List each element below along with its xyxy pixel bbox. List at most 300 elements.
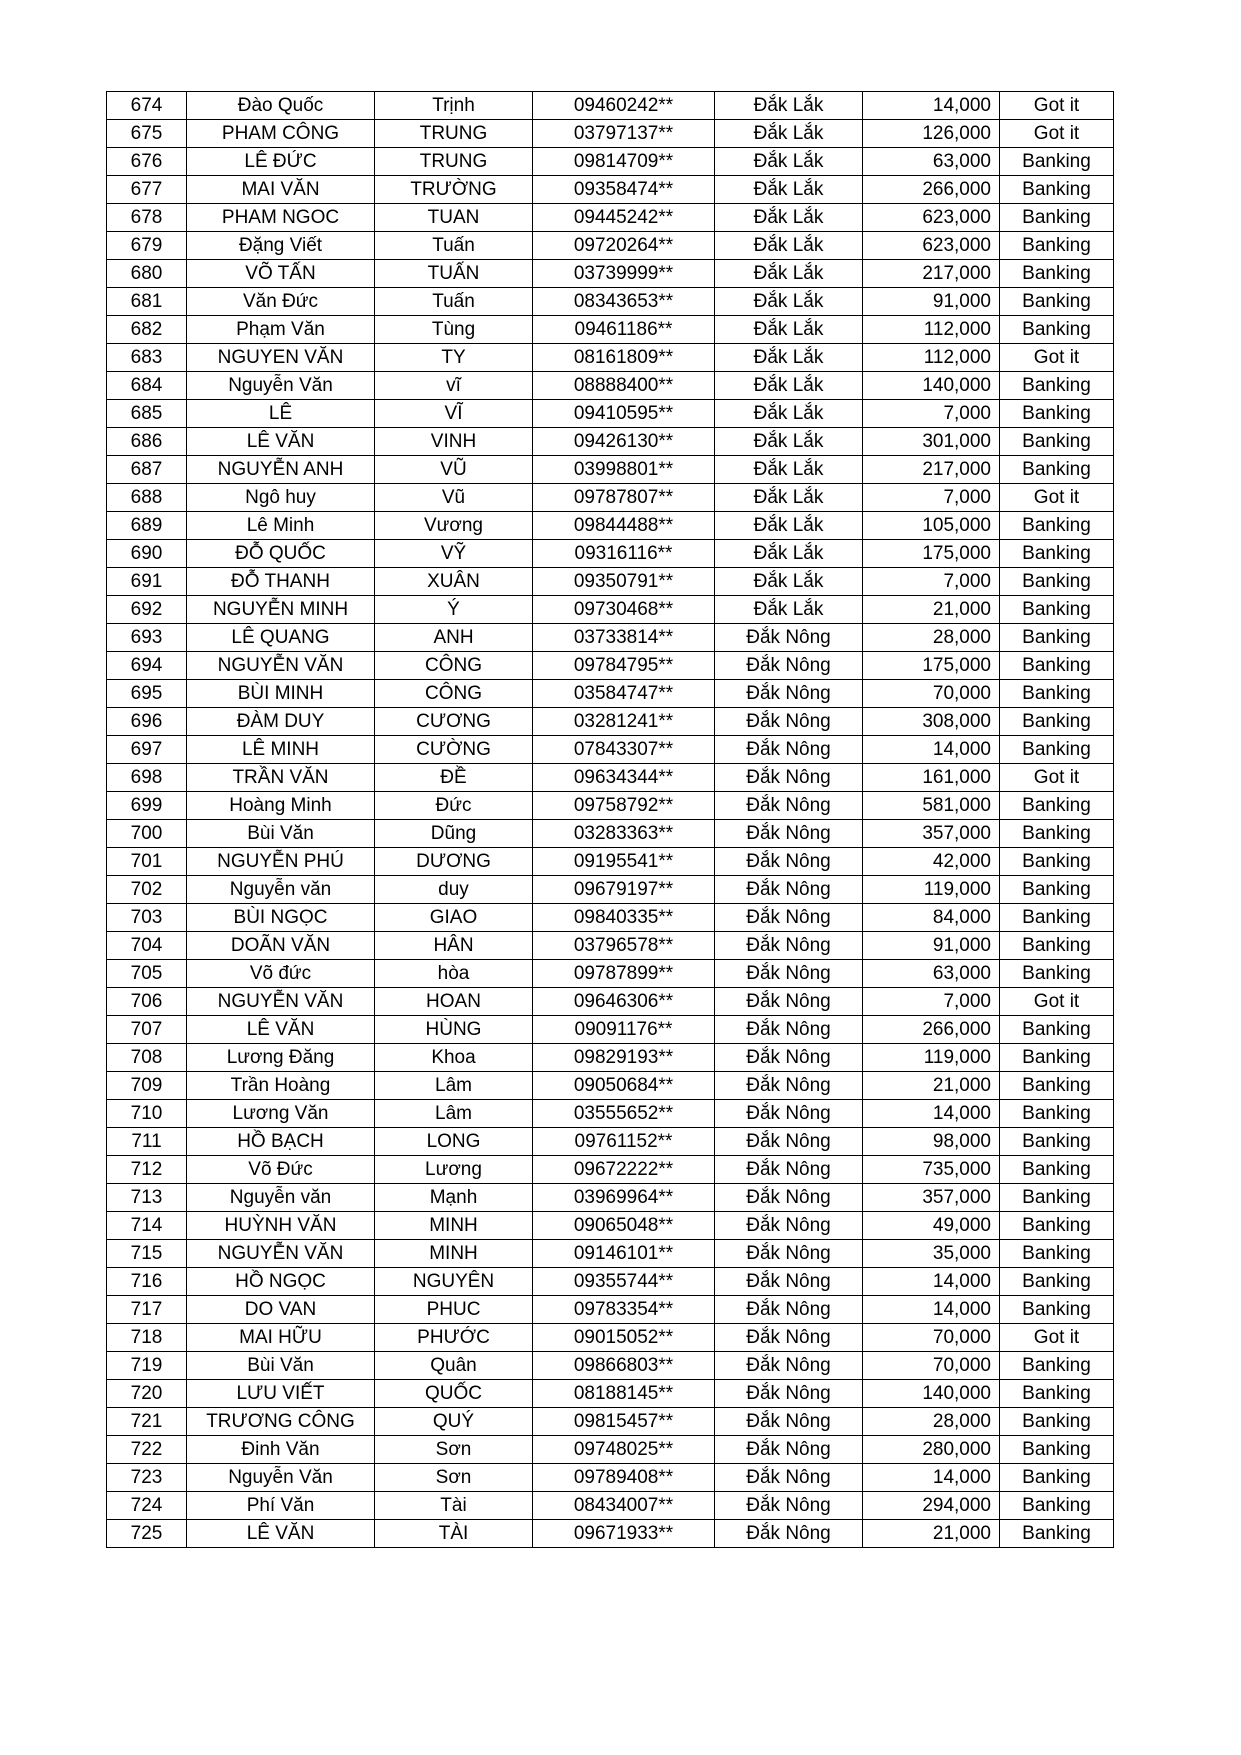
row-number-cell: 718 — [107, 1324, 187, 1352]
amount-cell: 301,000 — [863, 428, 1000, 456]
province-cell: Đắk Nông — [715, 1352, 863, 1380]
phone-number-cell: 03796578** — [533, 932, 715, 960]
amount-cell: 49,000 — [863, 1212, 1000, 1240]
payment-method-cell: Got it — [1000, 344, 1114, 372]
given-name-cell: Mạnh — [375, 1184, 533, 1212]
given-name-cell: HÂN — [375, 932, 533, 960]
amount-cell: 35,000 — [863, 1240, 1000, 1268]
row-number-cell: 703 — [107, 904, 187, 932]
table-row — [107, 1240, 1114, 1268]
amount-cell: 7,000 — [863, 568, 1000, 596]
payment-method-cell: Banking — [1000, 1520, 1114, 1548]
amount-cell: 112,000 — [863, 344, 1000, 372]
row-number-cell: 717 — [107, 1296, 187, 1324]
province-cell: Đắk Nông — [715, 876, 863, 904]
payment-method-cell: Banking — [1000, 1072, 1114, 1100]
amount-cell: 140,000 — [863, 372, 1000, 400]
given-name-cell: CÔNG — [375, 652, 533, 680]
phone-number-cell: 09787807** — [533, 484, 715, 512]
province-cell: Đắk Nông — [715, 764, 863, 792]
amount-cell: 21,000 — [863, 596, 1000, 624]
row-number-cell: 687 — [107, 456, 187, 484]
row-number-cell: 700 — [107, 820, 187, 848]
given-name-cell: vĩ — [375, 372, 533, 400]
table-row — [107, 372, 1114, 400]
given-name-cell: hòa — [375, 960, 533, 988]
given-name-cell: TÀI — [375, 1520, 533, 1548]
province-cell: Đắk Lắk — [715, 568, 863, 596]
phone-number-cell: 03283363** — [533, 820, 715, 848]
given-name-cell: Lâm — [375, 1100, 533, 1128]
row-number-cell: 713 — [107, 1184, 187, 1212]
family-middle-name-cell: LÊ QUANG — [187, 624, 375, 652]
payment-method-cell: Banking — [1000, 512, 1114, 540]
family-middle-name-cell: Ngô huy — [187, 484, 375, 512]
table-row — [107, 92, 1114, 120]
family-middle-name-cell: HUỲNH VĂN — [187, 1212, 375, 1240]
province-cell: Đắk Lắk — [715, 176, 863, 204]
given-name-cell: VĨ — [375, 400, 533, 428]
given-name-cell: TUAN — [375, 204, 533, 232]
payment-method-cell: Banking — [1000, 288, 1114, 316]
payment-method-cell: Banking — [1000, 848, 1114, 876]
table-row — [107, 596, 1114, 624]
payment-method-cell: Banking — [1000, 260, 1114, 288]
given-name-cell: Đức — [375, 792, 533, 820]
payment-method-cell: Banking — [1000, 932, 1114, 960]
province-cell: Đắk Nông — [715, 624, 863, 652]
amount-cell: 63,000 — [863, 960, 1000, 988]
row-number-cell: 710 — [107, 1100, 187, 1128]
family-middle-name-cell: Hoàng Minh — [187, 792, 375, 820]
province-cell: Đắk Nông — [715, 932, 863, 960]
amount-cell: 119,000 — [863, 1044, 1000, 1072]
table-row — [107, 876, 1114, 904]
payment-method-cell: Banking — [1000, 232, 1114, 260]
payment-method-cell: Banking — [1000, 1100, 1114, 1128]
phone-number-cell: 08888400** — [533, 372, 715, 400]
table-row — [107, 1268, 1114, 1296]
given-name-cell: Lương — [375, 1156, 533, 1184]
family-middle-name-cell: BÙI NGỌC — [187, 904, 375, 932]
table-row — [107, 1072, 1114, 1100]
table-row — [107, 624, 1114, 652]
table-row — [107, 1324, 1114, 1352]
province-cell: Đắk Lắk — [715, 232, 863, 260]
table-row — [107, 1436, 1114, 1464]
family-middle-name-cell: Võ đức — [187, 960, 375, 988]
row-number-cell: 723 — [107, 1464, 187, 1492]
table-row — [107, 484, 1114, 512]
province-cell: Đắk Nông — [715, 1184, 863, 1212]
payment-method-cell: Banking — [1000, 820, 1114, 848]
family-middle-name-cell: ĐÀM DUY — [187, 708, 375, 736]
phone-number-cell: 09091176** — [533, 1016, 715, 1044]
row-number-cell: 684 — [107, 372, 187, 400]
payment-method-cell: Banking — [1000, 1268, 1114, 1296]
province-cell: Đắk Nông — [715, 1436, 863, 1464]
row-number-cell: 697 — [107, 736, 187, 764]
given-name-cell: Lâm — [375, 1072, 533, 1100]
family-middle-name-cell: LÊ VĂN — [187, 1016, 375, 1044]
row-number-cell: 721 — [107, 1408, 187, 1436]
amount-cell: 175,000 — [863, 652, 1000, 680]
amount-cell: 63,000 — [863, 148, 1000, 176]
province-cell: Đắk Nông — [715, 904, 863, 932]
table-row — [107, 1296, 1114, 1324]
family-middle-name-cell: Đặng Viết — [187, 232, 375, 260]
table-row — [107, 652, 1114, 680]
family-middle-name-cell: PHAM NGOC — [187, 204, 375, 232]
family-middle-name-cell: Bùi Văn — [187, 1352, 375, 1380]
amount-cell: 266,000 — [863, 1016, 1000, 1044]
family-middle-name-cell: MAI HỮU — [187, 1324, 375, 1352]
payment-method-cell: Got it — [1000, 120, 1114, 148]
phone-number-cell: 09789408** — [533, 1464, 715, 1492]
row-number-cell: 704 — [107, 932, 187, 960]
payment-method-cell: Banking — [1000, 1464, 1114, 1492]
amount-cell: 91,000 — [863, 288, 1000, 316]
phone-number-cell: 09829193** — [533, 1044, 715, 1072]
family-middle-name-cell: Trần Hoàng — [187, 1072, 375, 1100]
table-row — [107, 932, 1114, 960]
row-number-cell: 683 — [107, 344, 187, 372]
family-middle-name-cell: LƯU VIẾT — [187, 1380, 375, 1408]
payment-method-cell: Got it — [1000, 988, 1114, 1016]
amount-cell: 308,000 — [863, 708, 1000, 736]
amount-cell: 294,000 — [863, 1492, 1000, 1520]
family-middle-name-cell: DO VAN — [187, 1296, 375, 1324]
row-number-cell: 694 — [107, 652, 187, 680]
phone-number-cell: 09050684** — [533, 1072, 715, 1100]
phone-number-cell: 08343653** — [533, 288, 715, 316]
phone-number-cell: 09634344** — [533, 764, 715, 792]
phone-number-cell: 09015052** — [533, 1324, 715, 1352]
phone-number-cell: 09410595** — [533, 400, 715, 428]
table-row — [107, 232, 1114, 260]
given-name-cell: TRƯỜNG — [375, 176, 533, 204]
payment-method-cell: Banking — [1000, 1352, 1114, 1380]
payment-method-cell: Banking — [1000, 372, 1114, 400]
province-cell: Đắk Lắk — [715, 456, 863, 484]
amount-cell: 126,000 — [863, 120, 1000, 148]
province-cell: Đắk Nông — [715, 1240, 863, 1268]
province-cell: Đắk Lắk — [715, 428, 863, 456]
table-row — [107, 736, 1114, 764]
province-cell: Đắk Nông — [715, 1296, 863, 1324]
family-middle-name-cell: NGUYỄN PHÚ — [187, 848, 375, 876]
given-name-cell: HÙNG — [375, 1016, 533, 1044]
row-number-cell: 682 — [107, 316, 187, 344]
given-name-cell: Tuấn — [375, 288, 533, 316]
payment-method-cell: Banking — [1000, 568, 1114, 596]
table-row — [107, 512, 1114, 540]
amount-cell: 357,000 — [863, 820, 1000, 848]
amount-cell: 112,000 — [863, 316, 1000, 344]
table-row — [107, 764, 1114, 792]
phone-number-cell: 09358474** — [533, 176, 715, 204]
province-cell: Đắk Nông — [715, 1100, 863, 1128]
row-number-cell: 706 — [107, 988, 187, 1016]
given-name-cell: PHUC — [375, 1296, 533, 1324]
amount-cell: 217,000 — [863, 260, 1000, 288]
table-row — [107, 344, 1114, 372]
row-number-cell: 699 — [107, 792, 187, 820]
phone-number-cell: 09679197** — [533, 876, 715, 904]
phone-number-cell: 09065048** — [533, 1212, 715, 1240]
row-number-cell: 707 — [107, 1016, 187, 1044]
province-cell: Đắk Lắk — [715, 148, 863, 176]
given-name-cell: CƯỜNG — [375, 736, 533, 764]
row-number-cell: 712 — [107, 1156, 187, 1184]
given-name-cell: VŨ — [375, 456, 533, 484]
province-cell: Đắk Lắk — [715, 372, 863, 400]
family-middle-name-cell: MAI VĂN — [187, 176, 375, 204]
given-name-cell: duy — [375, 876, 533, 904]
family-middle-name-cell: Nguyễn Văn — [187, 372, 375, 400]
family-middle-name-cell: Đinh Văn — [187, 1436, 375, 1464]
given-name-cell: QUÝ — [375, 1408, 533, 1436]
province-cell: Đắk Nông — [715, 736, 863, 764]
row-number-cell: 677 — [107, 176, 187, 204]
payment-method-cell: Got it — [1000, 764, 1114, 792]
payment-method-cell: Banking — [1000, 652, 1114, 680]
table-row — [107, 204, 1114, 232]
province-cell: Đắk Nông — [715, 1324, 863, 1352]
family-middle-name-cell: LÊ VĂN — [187, 428, 375, 456]
payment-method-cell: Banking — [1000, 456, 1114, 484]
family-middle-name-cell: NGUYEN VĂN — [187, 344, 375, 372]
row-number-cell: 715 — [107, 1240, 187, 1268]
province-cell: Đắk Nông — [715, 792, 863, 820]
table-row — [107, 1156, 1114, 1184]
table-row — [107, 1408, 1114, 1436]
row-number-cell: 714 — [107, 1212, 187, 1240]
table-row — [107, 680, 1114, 708]
row-number-cell: 696 — [107, 708, 187, 736]
phone-number-cell: 09445242** — [533, 204, 715, 232]
payment-method-cell: Got it — [1000, 92, 1114, 120]
payment-method-cell: Banking — [1000, 204, 1114, 232]
payment-method-cell: Banking — [1000, 316, 1114, 344]
province-cell: Đắk Nông — [715, 680, 863, 708]
amount-cell: 357,000 — [863, 1184, 1000, 1212]
given-name-cell: Vũ — [375, 484, 533, 512]
table-row — [107, 316, 1114, 344]
amount-cell: 21,000 — [863, 1072, 1000, 1100]
phone-number-cell: 03281241** — [533, 708, 715, 736]
family-middle-name-cell: LÊ VĂN — [187, 1520, 375, 1548]
amount-cell: 7,000 — [863, 400, 1000, 428]
payment-method-cell: Banking — [1000, 1408, 1114, 1436]
family-middle-name-cell: Phí Văn — [187, 1492, 375, 1520]
payment-method-cell: Banking — [1000, 680, 1114, 708]
payment-method-cell: Banking — [1000, 400, 1114, 428]
given-name-cell: Tài — [375, 1492, 533, 1520]
province-cell: Đắk Nông — [715, 1072, 863, 1100]
row-number-cell: 695 — [107, 680, 187, 708]
family-middle-name-cell: LÊ ĐỨC — [187, 148, 375, 176]
given-name-cell: VỸ — [375, 540, 533, 568]
phone-number-cell: 09844488** — [533, 512, 715, 540]
row-number-cell: 675 — [107, 120, 187, 148]
province-cell: Đắk Nông — [715, 1016, 863, 1044]
phone-number-cell: 09460242** — [533, 92, 715, 120]
table-row — [107, 1352, 1114, 1380]
phone-number-cell: 08434007** — [533, 1492, 715, 1520]
row-number-cell: 692 — [107, 596, 187, 624]
given-name-cell: PHƯỚC — [375, 1324, 533, 1352]
table-row — [107, 988, 1114, 1016]
province-cell: Đắk Nông — [715, 1128, 863, 1156]
given-name-cell: Ý — [375, 596, 533, 624]
amount-cell: 7,000 — [863, 988, 1000, 1016]
amount-cell: 14,000 — [863, 92, 1000, 120]
province-cell: Đắk Nông — [715, 1380, 863, 1408]
table-row — [107, 428, 1114, 456]
given-name-cell: CÔNG — [375, 680, 533, 708]
given-name-cell: TUẤN — [375, 260, 533, 288]
amount-cell: 14,000 — [863, 1464, 1000, 1492]
table-row — [107, 1380, 1114, 1408]
table-row — [107, 820, 1114, 848]
table-row — [107, 456, 1114, 484]
table-row — [107, 260, 1114, 288]
phone-number-cell: 09350791** — [533, 568, 715, 596]
phone-number-cell: 09671933** — [533, 1520, 715, 1548]
row-number-cell: 708 — [107, 1044, 187, 1072]
winners-table — [106, 91, 1114, 1548]
amount-cell: 217,000 — [863, 456, 1000, 484]
phone-number-cell: 09758792** — [533, 792, 715, 820]
payment-method-cell: Banking — [1000, 736, 1114, 764]
phone-number-cell: 03733814** — [533, 624, 715, 652]
family-middle-name-cell: Bùi Văn — [187, 820, 375, 848]
row-number-cell: 698 — [107, 764, 187, 792]
row-number-cell: 691 — [107, 568, 187, 596]
row-number-cell: 719 — [107, 1352, 187, 1380]
row-number-cell: 678 — [107, 204, 187, 232]
table-row — [107, 792, 1114, 820]
province-cell: Đắk Nông — [715, 1492, 863, 1520]
row-number-cell: 724 — [107, 1492, 187, 1520]
amount-cell: 70,000 — [863, 1352, 1000, 1380]
phone-number-cell: 03998801** — [533, 456, 715, 484]
family-middle-name-cell: HỒ NGỌC — [187, 1268, 375, 1296]
family-middle-name-cell: Lương Đăng — [187, 1044, 375, 1072]
family-middle-name-cell: HỒ BẠCH — [187, 1128, 375, 1156]
phone-number-cell: 09720264** — [533, 232, 715, 260]
table-row — [107, 400, 1114, 428]
given-name-cell: Tuấn — [375, 232, 533, 260]
row-number-cell: 674 — [107, 92, 187, 120]
table-row — [107, 1464, 1114, 1492]
province-cell: Đắk Lắk — [715, 204, 863, 232]
phone-number-cell: 09730468** — [533, 596, 715, 624]
row-number-cell: 709 — [107, 1072, 187, 1100]
amount-cell: 14,000 — [863, 1268, 1000, 1296]
given-name-cell: Sơn — [375, 1464, 533, 1492]
family-middle-name-cell: Nguyễn Văn — [187, 1464, 375, 1492]
family-middle-name-cell: ĐỖ QUỐC — [187, 540, 375, 568]
family-middle-name-cell: Phạm Văn — [187, 316, 375, 344]
province-cell: Đắk Lắk — [715, 512, 863, 540]
province-cell: Đắk Nông — [715, 1408, 863, 1436]
amount-cell: 98,000 — [863, 1128, 1000, 1156]
given-name-cell: Khoa — [375, 1044, 533, 1072]
family-middle-name-cell: Nguyễn văn — [187, 1184, 375, 1212]
family-middle-name-cell: BÙI MINH — [187, 680, 375, 708]
table-row — [107, 1520, 1114, 1548]
given-name-cell: VINH — [375, 428, 533, 456]
phone-number-cell: 03555652** — [533, 1100, 715, 1128]
province-cell: Đắk Nông — [715, 820, 863, 848]
payment-method-cell: Banking — [1000, 1240, 1114, 1268]
province-cell: Đắk Lắk — [715, 344, 863, 372]
row-number-cell: 689 — [107, 512, 187, 540]
phone-number-cell: 09866803** — [533, 1352, 715, 1380]
province-cell: Đắk Lắk — [715, 260, 863, 288]
given-name-cell: Trịnh — [375, 92, 533, 120]
province-cell: Đắk Nông — [715, 1212, 863, 1240]
phone-number-cell: 03584747** — [533, 680, 715, 708]
amount-cell: 175,000 — [863, 540, 1000, 568]
family-middle-name-cell: TRƯƠNG CÔNG — [187, 1408, 375, 1436]
phone-number-cell: 08161809** — [533, 344, 715, 372]
amount-cell: 84,000 — [863, 904, 1000, 932]
given-name-cell: ĐỀ — [375, 764, 533, 792]
row-number-cell: 688 — [107, 484, 187, 512]
given-name-cell: NGUYÊN — [375, 1268, 533, 1296]
amount-cell: 735,000 — [863, 1156, 1000, 1184]
family-middle-name-cell: Đào Quốc — [187, 92, 375, 120]
phone-number-cell: 09316116** — [533, 540, 715, 568]
given-name-cell: DƯƠNG — [375, 848, 533, 876]
payment-method-cell: Banking — [1000, 960, 1114, 988]
given-name-cell: MINH — [375, 1240, 533, 1268]
payment-method-cell: Banking — [1000, 1492, 1114, 1520]
province-cell: Đắk Nông — [715, 988, 863, 1016]
province-cell: Đắk Lắk — [715, 92, 863, 120]
row-number-cell: 711 — [107, 1128, 187, 1156]
family-middle-name-cell: Võ Đức — [187, 1156, 375, 1184]
payment-method-cell: Banking — [1000, 148, 1114, 176]
phone-number-cell: 03797137** — [533, 120, 715, 148]
payment-method-cell: Banking — [1000, 792, 1114, 820]
family-middle-name-cell: DOÃN VĂN — [187, 932, 375, 960]
payment-method-cell: Banking — [1000, 1044, 1114, 1072]
given-name-cell: MINH — [375, 1212, 533, 1240]
payment-method-cell: Banking — [1000, 904, 1114, 932]
row-number-cell: 722 — [107, 1436, 187, 1464]
amount-cell: 14,000 — [863, 1296, 1000, 1324]
row-number-cell: 693 — [107, 624, 187, 652]
given-name-cell: Sơn — [375, 1436, 533, 1464]
payment-method-cell: Banking — [1000, 1128, 1114, 1156]
amount-cell: 623,000 — [863, 232, 1000, 260]
row-number-cell: 685 — [107, 400, 187, 428]
payment-method-cell: Banking — [1000, 1156, 1114, 1184]
phone-number-cell: 09146101** — [533, 1240, 715, 1268]
given-name-cell: CƯƠNG — [375, 708, 533, 736]
amount-cell: 14,000 — [863, 1100, 1000, 1128]
phone-number-cell: 09815457** — [533, 1408, 715, 1436]
province-cell: Đắk Lắk — [715, 540, 863, 568]
given-name-cell: Quân — [375, 1352, 533, 1380]
amount-cell: 581,000 — [863, 792, 1000, 820]
amount-cell: 28,000 — [863, 624, 1000, 652]
amount-cell: 70,000 — [863, 1324, 1000, 1352]
